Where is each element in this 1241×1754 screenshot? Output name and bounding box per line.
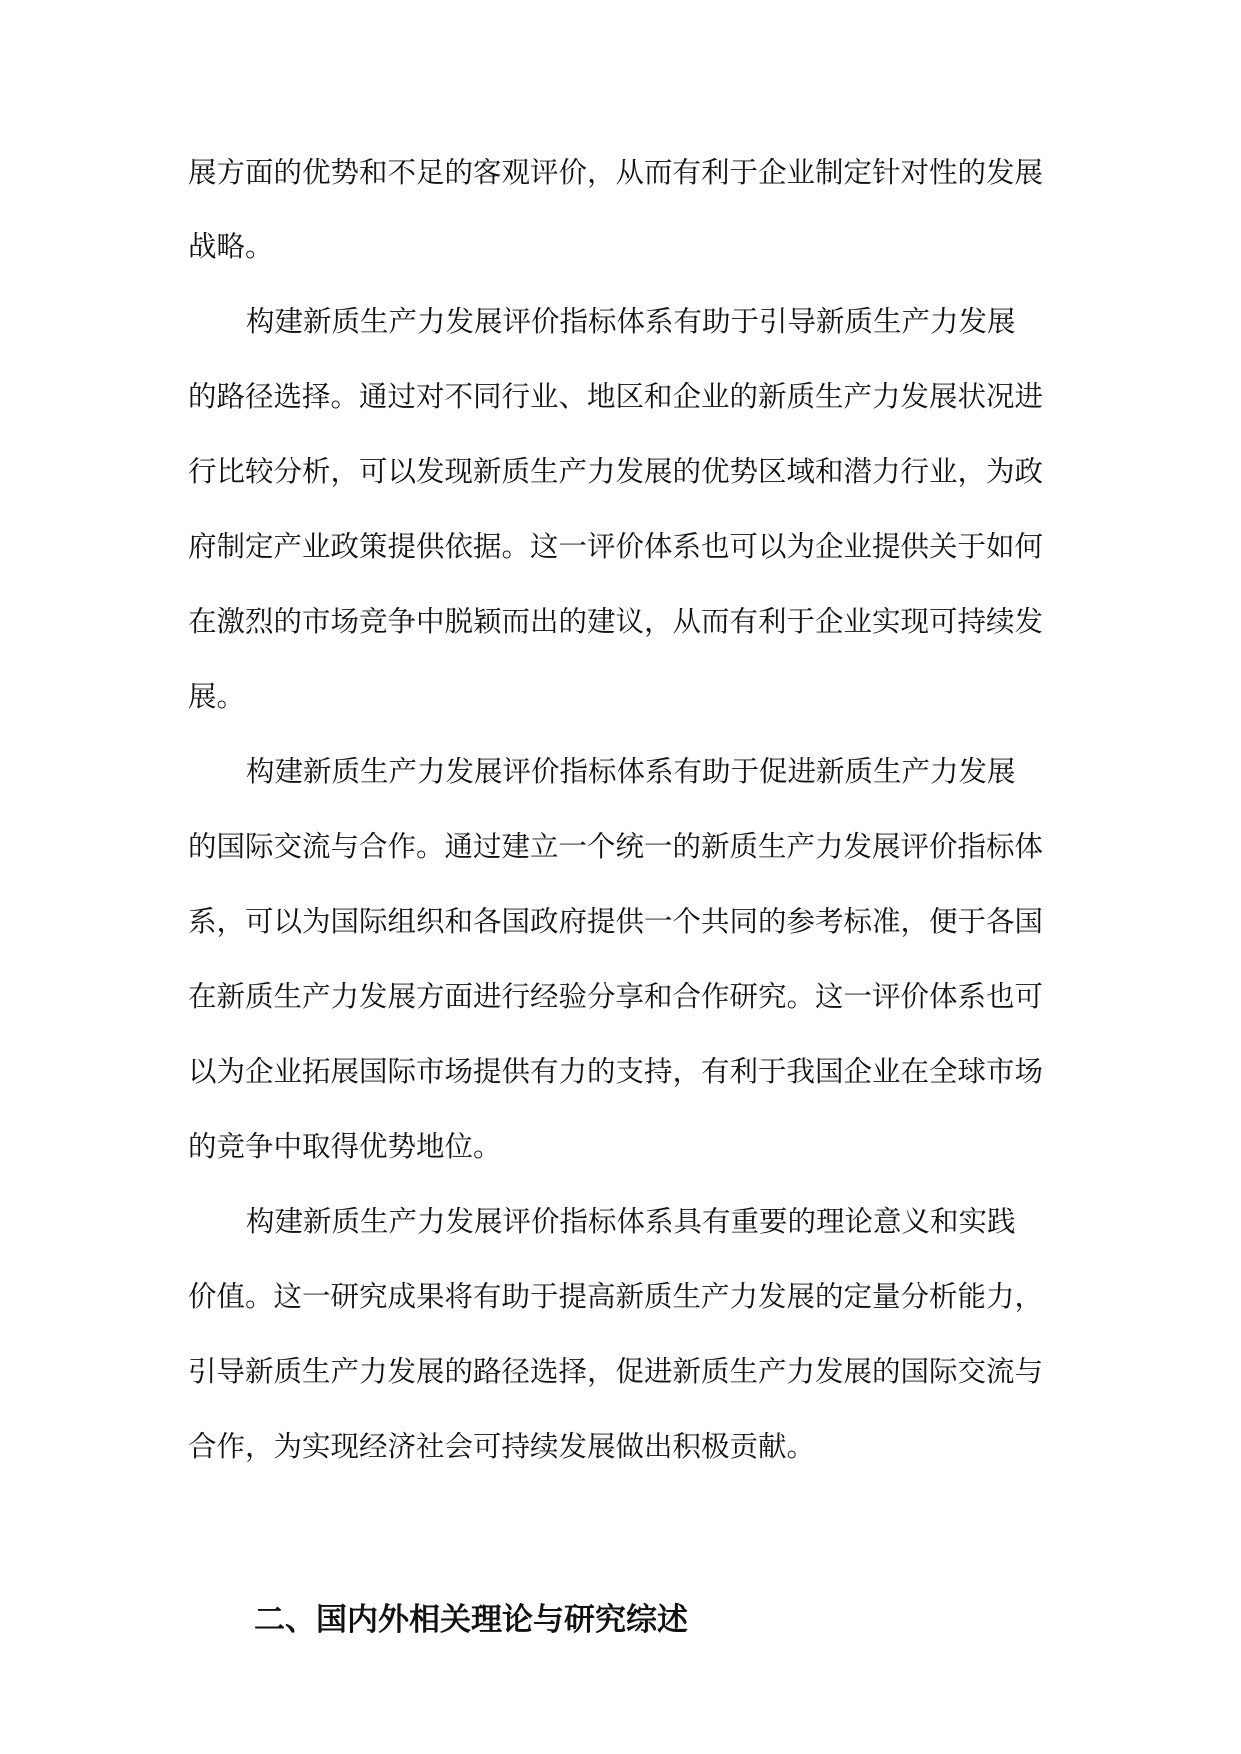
paragraph-line: 系，可以为国际组织和各国政府提供一个共同的参考标准，便于各国 (188, 905, 1044, 938)
paragraph-line: 构建新质生产力发展评价指标体系有助于促进新质生产力发展 (246, 755, 1016, 788)
paragraph-line: 展方面的优势和不足的客观评价，从而有利于企业制定针对性的发展 (188, 156, 1044, 189)
paragraph-line: 引导新质生产力发展的路径选择，促进新质生产力发展的国际交流与 (188, 1355, 1044, 1388)
paragraph-line: 在新质生产力发展方面进行经验分享和合作研究。这一评价体系也可 (188, 980, 1044, 1013)
paragraph-line: 的国际交流与合作。通过建立一个统一的新质生产力发展评价指标体 (188, 830, 1044, 863)
paragraph-line: 构建新质生产力发展评价指标体系有助于引导新质生产力发展 (246, 305, 1016, 338)
paragraph-line: 展。 (188, 680, 246, 713)
paragraph-line: 以为企业拓展国际市场提供有力的支持，有利于我国企业在全球市场 (188, 1055, 1044, 1088)
paragraph-line: 构建新质生产力发展评价指标体系具有重要的理论意义和实践 (246, 1205, 1016, 1238)
paragraph-line: 行比较分析，可以发现新质生产力发展的优势区域和潜力行业，为政 (188, 455, 1044, 488)
section-heading: 二、国内外相关理论与研究综述 (254, 1602, 688, 1638)
paragraph-line: 的竞争中取得优势地位。 (188, 1130, 502, 1163)
paragraph-line: 的路径选择。通过对不同行业、地区和企业的新质生产力发展状况进 (188, 380, 1044, 413)
paragraph-line: 在激烈的市场竞争中脱颖而出的建议，从而有利于企业实现可持续发 (188, 605, 1044, 638)
paragraph-line: 府制定产业政策提供依据。这一评价体系也可以为企业提供关于如何 (188, 530, 1044, 563)
paragraph-line: 战略。 (188, 230, 274, 263)
paragraph-line: 合作，为实现经济社会可持续发展做出积极贡献。 (188, 1430, 816, 1463)
paragraph-line: 价值。这一研究成果将有助于提高新质生产力发展的定量分析能力， (188, 1280, 1044, 1313)
